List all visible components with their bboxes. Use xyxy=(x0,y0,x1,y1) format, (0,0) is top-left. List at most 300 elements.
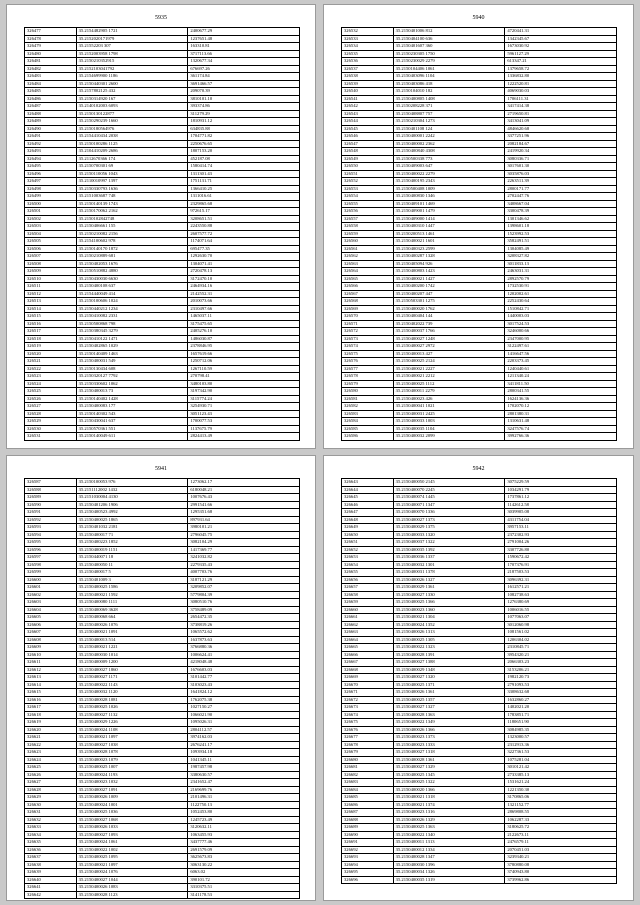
table-row xyxy=(25,644,300,652)
cell-id: 326564 xyxy=(342,268,394,276)
cell-id: 326686 xyxy=(342,801,394,809)
cell-value: 1440003.03 xyxy=(505,313,617,321)
cell-coordinate: 35.2112670366 174 xyxy=(76,155,188,163)
page-title: 5935 xyxy=(155,15,167,21)
cell-coordinate: 35.2150400080 1111 xyxy=(76,599,188,607)
cell-coordinate: 35.2150400028 1361 xyxy=(393,756,505,764)
cell-value: 897931.64 xyxy=(188,516,300,524)
table-row xyxy=(25,824,300,832)
cell-value: 2187503.53 xyxy=(505,569,617,577)
cell-value: 2329865.68 xyxy=(188,200,300,208)
cell-coordinate: 35.2150400017 5 xyxy=(76,569,188,577)
table-row xyxy=(342,704,617,712)
table-row xyxy=(25,73,300,81)
cell-value: 3810101.10 xyxy=(188,95,300,103)
cell-value: 3992766.36 xyxy=(505,433,617,441)
cell-coordinate: 35.2150400026 1076 xyxy=(76,621,188,629)
table-row xyxy=(25,794,300,802)
cell-id: 326642 xyxy=(25,891,77,899)
cell-id: 326576 xyxy=(342,358,394,366)
cell-value: 1222520.81 xyxy=(505,80,617,88)
table-row xyxy=(25,380,300,388)
table-row xyxy=(342,343,617,351)
cell-value: 695477.35 xyxy=(188,245,300,253)
cell-id: 326563 xyxy=(342,260,394,268)
table-row xyxy=(342,418,617,426)
cell-id: 326668 xyxy=(342,666,394,674)
cell-value: 2801380.31 xyxy=(505,410,617,418)
cell-value: 3170865.06 xyxy=(505,794,617,802)
cell-value: 3141178.53 xyxy=(188,891,300,899)
cell-id: 326488 xyxy=(25,110,77,118)
cell-coordinate: 35.2150410122 1471 xyxy=(76,335,188,343)
cell-value: 3051123.43 xyxy=(188,410,300,418)
cell-id: 326549 xyxy=(342,155,394,163)
cell-coordinate: 35.2150400027 1860 xyxy=(76,666,188,674)
cell-value: 3180625.72 xyxy=(505,824,617,832)
cell-value: 3172470.10 xyxy=(188,275,300,283)
cell-id: 326626 xyxy=(25,771,77,779)
cell-id: 326620 xyxy=(25,726,77,734)
cell-coordinate: 35.2150210082 2156 xyxy=(76,230,188,238)
table-row xyxy=(342,50,617,58)
cell-coordinate: 35.2150400037 1322 xyxy=(393,539,505,547)
table-row xyxy=(342,178,617,186)
cell-coordinate: 35.2150400840 4308 xyxy=(393,148,505,156)
table-row xyxy=(25,816,300,824)
cell-id: 326517 xyxy=(25,328,77,336)
cell-value: 1321152.77 xyxy=(505,801,617,809)
cell-id: 326545 xyxy=(342,125,394,133)
cell-value: 1702070.12 xyxy=(505,403,617,411)
table-row xyxy=(342,290,617,298)
cell-id: 326669 xyxy=(342,674,394,682)
cell-id: 326502 xyxy=(25,215,77,223)
cell-id: 326520 xyxy=(25,350,77,358)
table-row xyxy=(342,764,617,772)
cell-id: 326604 xyxy=(25,606,77,614)
cell-id: 326611 xyxy=(25,659,77,667)
table-row xyxy=(342,58,617,66)
data-table xyxy=(24,27,300,441)
cell-value: 3254930.71 xyxy=(188,403,300,411)
cell-coordinate: 35.2150400021 1091 xyxy=(76,629,188,637)
cell-id: 326598 xyxy=(25,561,77,569)
cell-id: 326649 xyxy=(342,524,394,532)
cell-value: 2892570.79 xyxy=(505,275,617,283)
cell-id: 326680 xyxy=(342,756,394,764)
cell-value: 3122497.61 xyxy=(505,343,617,351)
table-row xyxy=(342,644,617,652)
cell-id: 326662 xyxy=(342,621,394,629)
cell-id: 326596 xyxy=(25,546,77,554)
table-row xyxy=(25,230,300,238)
table-row xyxy=(342,831,617,839)
cell-value: 2312913.36 xyxy=(505,741,617,749)
cell-coordinate: 35.2150400025 1305 xyxy=(393,636,505,644)
cell-id: 326504 xyxy=(25,230,77,238)
table-row xyxy=(342,569,617,577)
cell-value: 3153206.21 xyxy=(505,666,617,674)
cell-id: 326485 xyxy=(25,88,77,96)
table-row xyxy=(25,501,300,509)
table-row xyxy=(342,268,617,276)
cell-coordinate: 35.2150102842748 xyxy=(76,215,188,223)
cell-value: 1304085.49 xyxy=(505,245,617,253)
data-table xyxy=(341,478,617,884)
cell-id: 326540 xyxy=(342,88,394,96)
cell-id: 326550 xyxy=(342,163,394,171)
cell-coordinate: 35.2150400025 1357 xyxy=(393,696,505,704)
table-row xyxy=(342,335,617,343)
cell-value: 1063455.93 xyxy=(188,831,300,839)
table-row xyxy=(25,764,300,772)
cell-id: 326591 xyxy=(25,509,77,517)
table-row xyxy=(25,554,300,562)
cell-value: 3208651.51 xyxy=(188,215,300,223)
cell-value: 3208327.82 xyxy=(505,253,617,261)
cell-coordinate: 35.2150400030 1014 xyxy=(76,651,188,659)
table-row xyxy=(342,621,617,629)
cell-coordinate: 35.2154100602 978 xyxy=(76,238,188,246)
cell-coordinate: 35.2150170062 2162 xyxy=(76,208,188,216)
cell-coordinate: 35.2150400027 1329 xyxy=(393,764,505,772)
cell-coordinate: 35.2150400021 1601 xyxy=(393,238,505,246)
table-row xyxy=(25,395,300,403)
cell-id: 326553 xyxy=(342,185,394,193)
table-row xyxy=(25,884,300,892)
table-row xyxy=(342,185,617,193)
cell-id: 326579 xyxy=(342,380,394,388)
cell-coordinate: 35.2150400026 1083 xyxy=(76,884,188,892)
cell-value: 1082738.63 xyxy=(505,591,617,599)
cell-id: 326478 xyxy=(25,35,77,43)
table-row xyxy=(25,118,300,126)
cell-id: 326530 xyxy=(25,425,77,433)
cell-id: 326511 xyxy=(25,283,77,291)
table-row xyxy=(25,681,300,689)
cell-id: 326693 xyxy=(342,854,394,862)
cell-value: 1704771.82 xyxy=(188,133,300,141)
cell-id: 326582 xyxy=(342,403,394,411)
cell-value: 2279335.43 xyxy=(188,561,300,569)
table-row xyxy=(342,200,617,208)
cell-coordinate: 35.2150104406 1061 xyxy=(393,65,505,73)
cell-coordinate: 35.2154410434 2038 xyxy=(76,133,188,141)
table-row xyxy=(342,651,617,659)
cell-id: 326532 xyxy=(342,28,394,36)
cell-id: 326555 xyxy=(342,200,394,208)
table-row xyxy=(25,839,300,847)
cell-id: 326623 xyxy=(25,749,77,757)
cell-value: 2122673.11 xyxy=(505,831,617,839)
table-row xyxy=(342,425,617,433)
table-row xyxy=(342,809,617,817)
cell-id: 326573 xyxy=(342,335,394,343)
cell-id: 326652 xyxy=(342,546,394,554)
table-row xyxy=(342,350,617,358)
cell-id: 326677 xyxy=(342,734,394,742)
table-row xyxy=(342,546,617,554)
table-row xyxy=(25,358,300,366)
cell-coordinate: 35.2150400027 1320 xyxy=(393,674,505,682)
table-row xyxy=(342,771,617,779)
cell-value: 2804112.57 xyxy=(188,726,300,734)
cell-id: 326608 xyxy=(25,636,77,644)
table-row xyxy=(342,155,617,163)
cell-id: 326518 xyxy=(25,335,77,343)
cell-coordinate: 35.2150400031 1378 xyxy=(393,569,505,577)
cell-value: 3082104.29 xyxy=(188,539,300,547)
cell-value: 1245723.49 xyxy=(188,816,300,824)
cell-id: 326500 xyxy=(25,200,77,208)
table-row xyxy=(342,320,617,328)
cell-id: 326691 xyxy=(342,839,394,847)
table-row xyxy=(342,696,617,704)
cell-value: 1982120.73 xyxy=(505,674,617,682)
cell-id: 326646 xyxy=(342,501,394,509)
cell-coordinate: 35.2150401032 2181 xyxy=(76,524,188,532)
cell-value: 1007676.43 xyxy=(188,494,300,502)
cell-coordinate: 35.2150100606 1024 xyxy=(76,298,188,306)
cell-coordinate: 35.2150104010 182 xyxy=(393,88,505,96)
table-row xyxy=(342,365,617,373)
cell-value: 2310845.71 xyxy=(505,644,617,652)
cell-id: 326633 xyxy=(25,824,77,832)
table-row xyxy=(342,395,617,403)
cell-value: 3310375.51 xyxy=(188,884,300,892)
cell-coordinate: 35.2150401009 3 xyxy=(76,576,188,584)
cell-id: 326641 xyxy=(25,884,77,892)
cell-coordinate: 35.2150210304 1273 xyxy=(393,118,505,126)
cell-coordinate: 35.2150140409 1463 xyxy=(76,350,188,358)
cell-value: 1783851.71 xyxy=(505,711,617,719)
cell-value: 3187121.29 xyxy=(188,576,300,584)
cell-coordinate: 35.2150210352915 xyxy=(76,58,188,66)
cell-value: 1267110.59 xyxy=(188,365,300,373)
cell-id: 326558 xyxy=(342,223,394,231)
table-row xyxy=(342,80,617,88)
cell-value: 1174071.64 xyxy=(188,238,300,246)
cell-id: 326613 xyxy=(25,674,77,682)
cell-coordinate: 35.2150400069 3628 xyxy=(76,606,188,614)
table-row xyxy=(342,298,617,306)
cell-value: 1737861.12 xyxy=(505,494,617,502)
table-row xyxy=(342,561,617,569)
cell-value: 1142612.58 xyxy=(505,501,617,509)
table-row xyxy=(342,689,617,697)
cell-coordinate: 35.2150400024 1061 xyxy=(76,839,188,847)
cell-id: 326548 xyxy=(342,148,394,156)
data-table xyxy=(24,478,300,899)
cell-value: 4069030.03 xyxy=(505,88,617,96)
cell-id: 326597 xyxy=(25,554,77,562)
cell-id: 326481 xyxy=(25,58,77,66)
cell-coordinate: 35.2157802125 432 xyxy=(76,88,188,96)
cell-coordinate: 35.2150401206 1906 xyxy=(76,501,188,509)
cell-id: 326533 xyxy=(342,35,394,43)
cell-id: 326585 xyxy=(342,425,394,433)
table-row xyxy=(25,809,300,817)
cell-id: 326580 xyxy=(342,388,394,396)
cell-coordinate: 35.2150500408 1009 xyxy=(393,185,505,193)
table-row xyxy=(25,238,300,246)
cell-value: 6063.02 xyxy=(188,869,300,877)
cell-coordinate: 35.2150400028 1123 xyxy=(76,891,188,899)
cell-id: 326492 xyxy=(25,140,77,148)
table-row xyxy=(25,148,300,156)
table-row xyxy=(25,335,300,343)
cell-coordinate: 35.2150400027 1171 xyxy=(76,674,188,682)
table-row xyxy=(342,133,617,141)
cell-id: 326587 xyxy=(25,479,77,487)
cell-id: 326632 xyxy=(25,816,77,824)
cell-id: 326494 xyxy=(25,155,77,163)
cell-coordinate: 35.2150290239 1660 xyxy=(76,118,188,126)
cell-coordinate: 35.2150400027 1327 xyxy=(393,704,505,712)
cell-id: 326557 xyxy=(342,215,394,223)
cell-coordinate: 35.2150400027 1330 xyxy=(393,591,505,599)
table-row xyxy=(25,133,300,141)
cell-value: 3717113.66 xyxy=(188,50,300,58)
table-row xyxy=(342,824,617,832)
cell-coordinate: 35.2150406661 155 xyxy=(76,223,188,231)
table-row xyxy=(25,320,300,328)
cell-value: 1211340.24 xyxy=(505,373,617,381)
cell-id: 326483 xyxy=(25,73,77,81)
table-row xyxy=(25,516,300,524)
cell-coordinate: 35.2150500868 798 xyxy=(76,320,188,328)
cell-id: 326695 xyxy=(342,869,394,877)
cell-id: 326512 xyxy=(25,290,77,298)
cell-id: 326586 xyxy=(342,433,394,441)
cell-value: 1202002.61 xyxy=(505,290,617,298)
cell-id: 326696 xyxy=(342,876,394,884)
cell-coordinate: 35.2152020171979 xyxy=(76,35,188,43)
cell-id: 326683 xyxy=(342,779,394,787)
cell-id: 326679 xyxy=(342,749,394,757)
cell-value: 1987457.98 xyxy=(188,764,300,772)
table-row xyxy=(25,125,300,133)
cell-id: 326663 xyxy=(342,629,394,637)
cell-id: 326556 xyxy=(342,208,394,216)
cell-id: 326605 xyxy=(25,614,77,622)
cell-id: 326477 xyxy=(25,28,77,36)
cell-value: 2400677.29 xyxy=(188,28,300,36)
table-row xyxy=(25,479,300,487)
table-row xyxy=(342,118,617,126)
table-row xyxy=(342,779,617,787)
cell-coordinate: 35.2150400020 1366 xyxy=(393,786,505,794)
table-row xyxy=(25,343,300,351)
cell-id: 326551 xyxy=(342,170,394,178)
cell-coordinate: 35.2150400037 1766 xyxy=(393,328,505,336)
table-row xyxy=(342,854,617,862)
table-row xyxy=(25,869,300,877)
cell-id: 326600 xyxy=(25,576,77,584)
table-row xyxy=(342,591,617,599)
cell-id: 326480 xyxy=(25,50,77,58)
cell-coordinate: 35.2150400074 1445 xyxy=(393,494,505,502)
table-row xyxy=(25,509,300,517)
cell-coordinate: 35.2150140402 1428 xyxy=(76,395,188,403)
cell-id: 326692 xyxy=(342,846,394,854)
cell-coordinate: 35.2150400287 1328 xyxy=(393,253,505,261)
cell-value: 1732530.91 xyxy=(505,283,617,291)
cell-value: 1240440.61 xyxy=(505,365,617,373)
cell-id: 326636 xyxy=(25,846,77,854)
table-row xyxy=(25,433,300,441)
cell-coordinate: 35.2150140170 1872 xyxy=(76,245,188,253)
table-row xyxy=(342,861,617,869)
table-row xyxy=(25,193,300,201)
cell-coordinate: 35.2150401607 360 xyxy=(393,43,505,51)
cell-coordinate: 35.2150330793 1636 xyxy=(76,185,188,193)
cell-coordinate: 35.2150400031 549 xyxy=(76,358,188,366)
table-row xyxy=(25,569,300,577)
cell-coordinate: 35.2150400026 1033 xyxy=(76,824,188,832)
cell-coordinate: 35.2150400029 1375 xyxy=(393,524,505,532)
cell-id: 326650 xyxy=(342,531,394,539)
cell-value: 209070.39 xyxy=(188,88,300,96)
cell-value: 452187.08 xyxy=(188,155,300,163)
table-row xyxy=(342,501,617,509)
cell-value: 270798.41 xyxy=(188,373,300,381)
cell-value: 4311754.04 xyxy=(505,516,617,524)
cell-id: 326610 xyxy=(25,651,77,659)
cell-id: 326628 xyxy=(25,786,77,794)
cell-value: 634835.88 xyxy=(188,125,300,133)
cell-value: 1673030.92 xyxy=(505,43,617,51)
cell-value: 3739962.86 xyxy=(505,876,617,884)
cell-coordinate: 35.2150400035 1392 xyxy=(393,546,505,554)
cell-id: 326515 xyxy=(25,313,77,321)
cell-value: 3096392.31 xyxy=(505,576,617,584)
cell-value: 1676603.03 xyxy=(188,666,300,674)
cell-id: 326590 xyxy=(25,501,77,509)
table-row xyxy=(25,65,300,73)
cell-coordinate: 35.2150400195 2343 xyxy=(393,178,505,186)
table-row xyxy=(342,576,617,584)
cell-value: 4846620.68 xyxy=(505,125,617,133)
cell-id: 326519 xyxy=(25,343,77,351)
cell-coordinate: 35.2150400026 1361 xyxy=(393,689,505,697)
cell-value: 2405276.10 xyxy=(188,328,300,336)
cell-coordinate: 35.2150400025 1865 xyxy=(76,516,188,524)
table-row xyxy=(342,741,617,749)
table-row xyxy=(342,614,617,622)
table-row xyxy=(25,734,300,742)
cell-coordinate: 35.2150400028 1347 xyxy=(393,854,505,862)
table-row xyxy=(25,614,300,622)
table-row xyxy=(342,666,617,674)
cell-coordinate: 35.2150400041 1021 xyxy=(393,403,505,411)
cell-coordinate: 35.2150314920 167 xyxy=(76,95,188,103)
cell-coordinate: 35.2150400021 1097 xyxy=(76,734,188,742)
cell-value: 390101.72 xyxy=(188,876,300,884)
cell-value: 2476579.11 xyxy=(505,839,617,847)
cell-coordinate: 35.2150140302 543 xyxy=(76,410,188,418)
table-row xyxy=(25,591,300,599)
cell-value: 5779804.39 xyxy=(188,591,300,599)
cell-value: 1034291.79 xyxy=(505,486,617,494)
cell-id: 326507 xyxy=(25,253,77,261)
cell-id: 326689 xyxy=(342,824,394,832)
cell-id: 326676 xyxy=(342,726,394,734)
table-row xyxy=(342,313,617,321)
cell-coordinate: 35.2150400025 1345 xyxy=(393,771,505,779)
table-row xyxy=(342,539,617,547)
